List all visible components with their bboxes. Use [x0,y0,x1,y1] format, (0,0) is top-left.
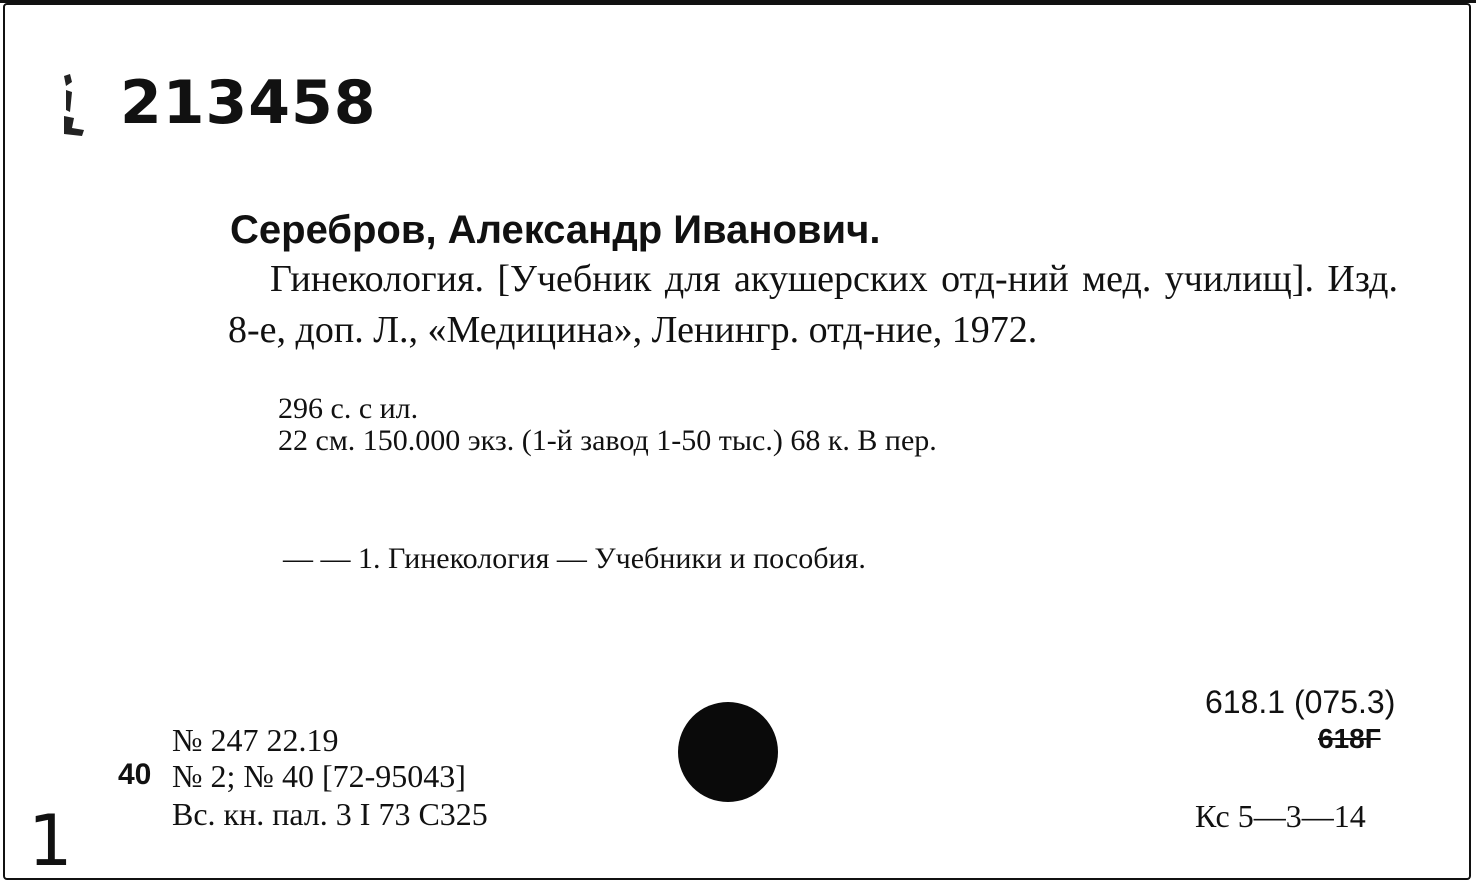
numbers-line: № 2; № 40 [72-95043] [172,758,466,794]
library-stamp-mark [60,72,88,142]
book-description [228,254,1398,356]
chamber-line: Вс. кн. пал. 3 I 73 С325 [172,796,488,832]
prefix-number: 40 [118,758,152,791]
ks-code: Кс 5—3—14 [1195,798,1366,834]
pages-line: 296 с. с ил. [278,392,419,425]
description-text: Гинекология. [Учебник для акушерских отд-ний мед. училищ]. Изд. 8-е, доп. Л., «Медицина», Ленингр. отд-ние, 1972. [228,258,1398,351]
handwritten-number: 1 [28,800,73,882]
subject-heading: — — 1. Гинекология — Учебники и пособия. [283,542,866,575]
udc-old-code: 618Г [1318,723,1381,754]
size-edition-line: 22 см. 150.000 экз. (1-й завод 1-50 тыс.) 68 к. В пер. [278,424,937,457]
author-heading: Серебров, Александр Иванович. [230,208,881,252]
inventory-number: 213458 [120,68,377,138]
order-line: № 247 22.19 [172,722,339,758]
punch-hole [678,702,778,802]
udc-code: 618.1 (075.3) [1205,684,1396,720]
